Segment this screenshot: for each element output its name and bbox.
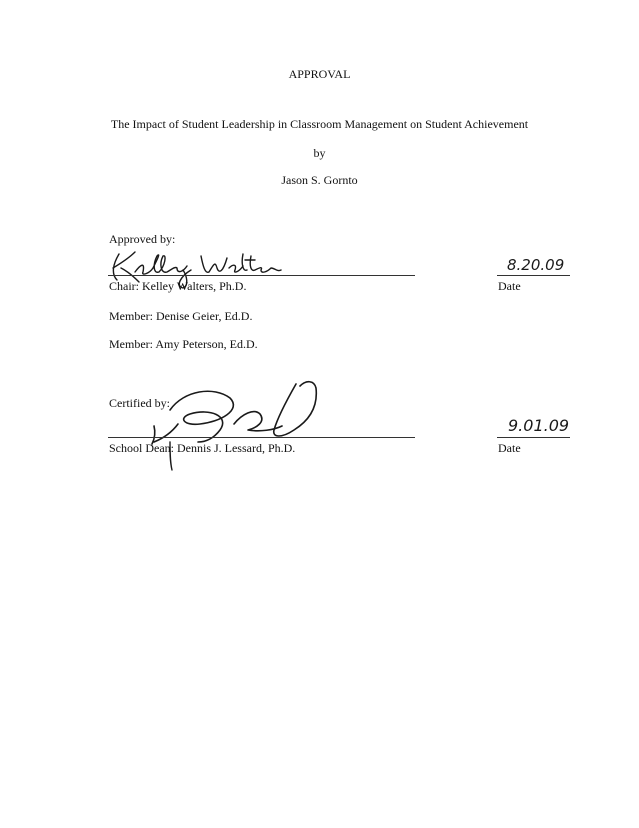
dean-date-handwritten [506,413,578,437]
chair-date-handwritten [505,254,577,276]
dean-label: School Dean: Dennis J. Lessard, Ph.D. [109,441,296,455]
chair-signature-line [108,275,415,276]
member-2: Member: Amy Peterson, Ed.D. [109,337,258,351]
svg-text:9.01.09: 9.01.09 [508,416,570,435]
dean-signature [150,372,330,472]
by-text: by [313,146,326,160]
svg-text:8.20.09: 8.20.09 [507,256,565,274]
page-heading: APPROVAL [288,67,351,81]
dean-date-label: Date [498,441,521,455]
certified-by-label: Certified by: [109,396,170,410]
approved-by-label: Approved by: [109,232,176,246]
author-name: Jason S. Gornto [281,173,358,187]
dean-signature-line [108,437,415,438]
chair-date-line [497,275,570,276]
thesis-title: The Impact of Student Leadership in Classroom Management on Student Achievement [110,117,529,131]
member-1: Member: Denise Geier, Ed.D. [109,309,253,323]
chair-label: Chair: Kelley Walters, Ph.D. [109,279,247,293]
chair-date-label: Date [498,279,521,293]
dean-date-line [497,437,570,438]
